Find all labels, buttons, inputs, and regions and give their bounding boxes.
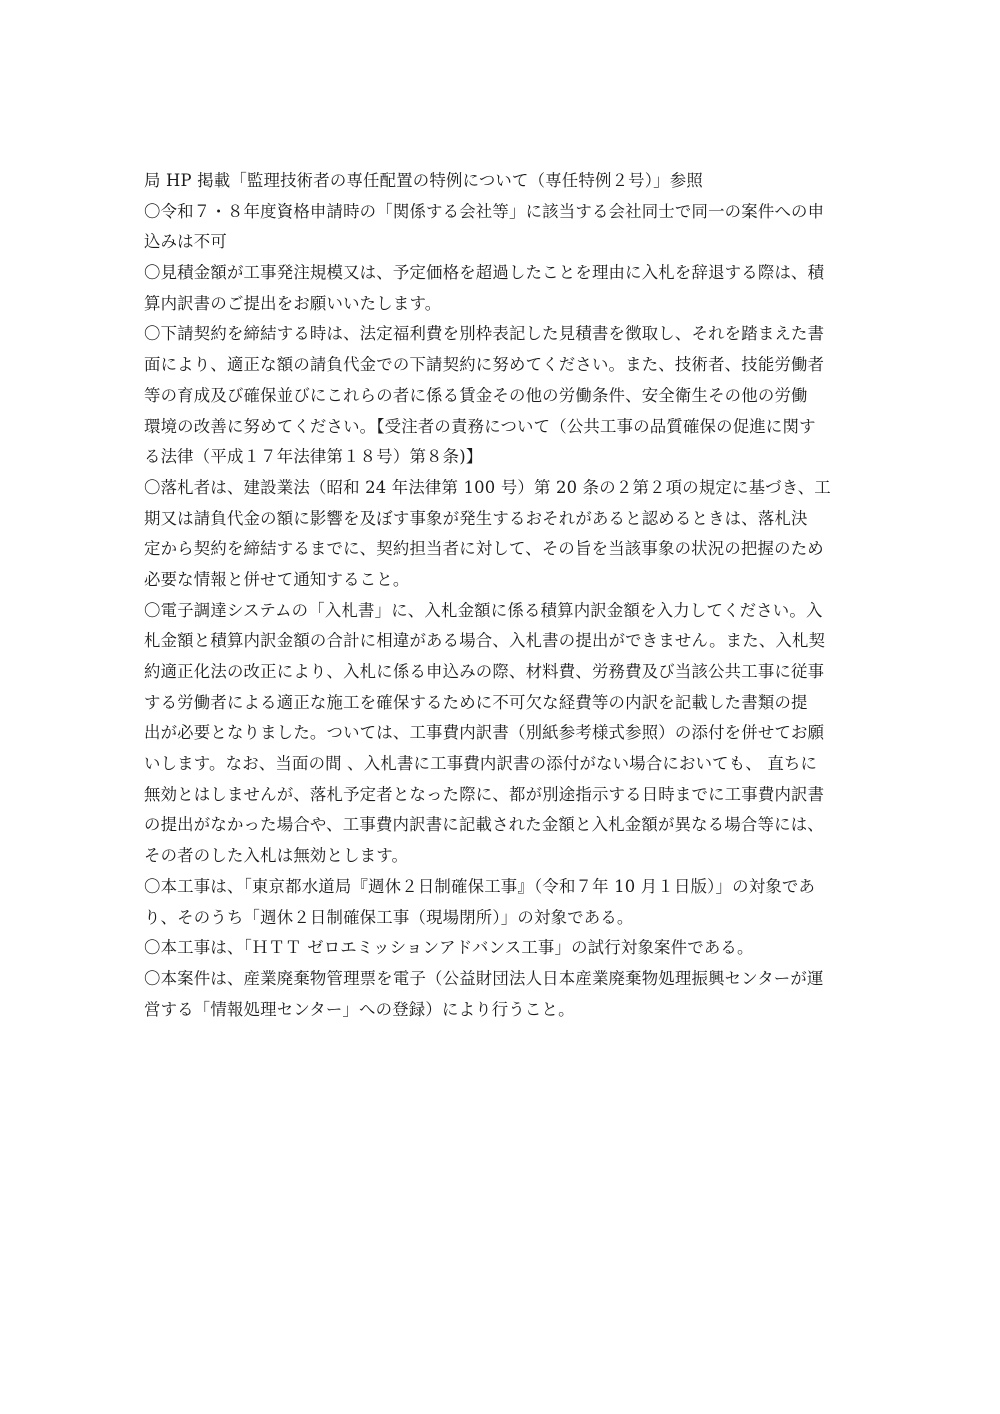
text-line: る法律（平成１７年法律第１８号）第８条)】 [144,447,483,467]
text-line: 局 HP 掲載「監理技術者の専任配置の特例について（専任特例２号）」参照 [144,171,703,190]
text-line: 無効とはしませんが、落札予定者となった際に、都が別途指示する日時までに工事費内訳書 [144,784,825,804]
text-line: 出が必要となりました。ついては、工事費内訳書（別紙参考様式参照）の添付を併せてお願 [144,723,825,743]
text-line: 〇見積金額が工事発注規模又は、予定価格を超過したことを理由に入札を辞退する際は、積 [144,263,825,283]
text-line: 必要な情報と併せて通知すること。 [144,569,410,589]
text-line: 営する「情報処理センター」への登録）により行うこと。 [144,999,575,1019]
text-line: する労働者による適正な施工を確保するために不可欠な経費等の内訳を記載した書類の提 [144,692,808,712]
text-line: 札金額と積算内訳金額の合計に相違がある場合、入札書の提出ができません。また、入札契 [144,631,826,651]
text-line: の提出がなかった場合や、工事費内訳書に記載された金額と入札金額が異なる場合等には、 [144,815,824,835]
text-line: 〇電子調達システムの「入札書」に、入札金額に係る積算内訳金額を入力してください。入 [144,600,823,620]
text-line: いします。なお、当面の間 、入札書に工事費内訳書の添付がない場合においても、 直ちに [144,754,818,774]
text-line: 約適正化法の改正により、入札に係る申込みの際、材料費、労務費及び当該公共工事に従事 [144,662,825,681]
text-line: 〇本工事は、「東京都水道局『週休２日制確保工事』（令和７年 10 月１日版）」の対象であ [144,876,816,896]
text-line: り、そのうち「週休２日制確保工事（現場閉所）」の対象である。 [144,907,634,927]
text-line: 等の育成及び確保並びにこれらの者に係る賃金その他の労働条件、安全衛生その他の労働 [144,385,808,405]
text-line: 〇本工事は、「ＨＴＴ ゼロエミッションアドバンス工事」の試行対象案件である。 [144,938,754,958]
text-line: その者のした入札は無効とします。 [144,846,409,866]
text-line: 〇落札者は、建設業法（昭和 24 年法律第 100 号）第 20 条の２第２項の規定に基づき、工 [144,477,831,497]
text-line: 込みは不可 [144,232,227,252]
text-line: 〇下請契約を締結する時は、法定福利費を別枠表記した見積書を徴取し、それを踏まえた書 [144,324,825,344]
text-line: 〇本案件は、産業廃棄物管理票を電子（公益財団法人日本産業廃棄物処理振興センターが運 [144,968,824,988]
text-line: 期又は請負代金の額に影響を及ぼす事象が発生するおそれがあると認めるときは、落札決 [144,508,808,528]
text-line: 定から契約を締結するまでに、契約担当者に対して、その旨を当該事象の状況の把握のため [144,539,824,559]
document-body [144,166,860,1025]
text-line: 算内訳書のご提出をお願いいたします。 [144,293,442,313]
text-line: 〇令和７・８年度資格申請時の「関係する会社等」に該当する会社同士で同一の案件への申 [144,201,825,221]
text-line: 環境の改善に努めてください。【受注者の責務について（公共工事の品質確保の促進に関す [144,416,816,436]
text-line: 面により、適正な額の請負代金での下請契約に努めてください。また、技術者、技能労働者 [144,355,825,375]
